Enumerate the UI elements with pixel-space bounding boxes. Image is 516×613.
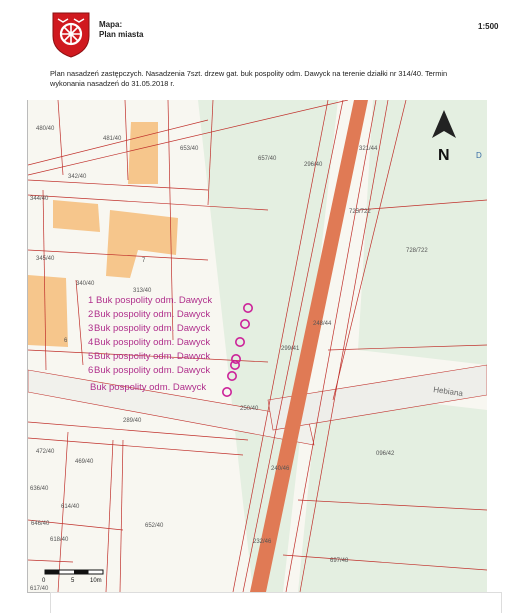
parcel-label: 653/40 xyxy=(180,146,199,152)
street-name: Hebiana xyxy=(432,385,464,399)
tree-number: 3 xyxy=(88,323,94,334)
parcel-label: 646/40 xyxy=(31,521,50,527)
tree-label: Buk pospolity odm. Dawyck xyxy=(94,365,211,376)
parcel-label: 299/41 xyxy=(281,346,300,352)
parcel-label: 636/40 xyxy=(30,486,49,492)
scale-tick: 10m xyxy=(90,578,102,584)
parcel-label: 614/40 xyxy=(61,504,80,510)
parcel-label: 657/40 xyxy=(258,156,277,162)
parcel-label: 481/40 xyxy=(103,136,122,142)
map-title: Mapa: xyxy=(99,20,123,29)
map-canvas[interactable] xyxy=(28,100,487,592)
parcel-label: 340/40 xyxy=(76,281,95,287)
green-area xyxy=(358,100,487,365)
parcel-label: 240/46 xyxy=(271,466,290,472)
tree-number: 5 xyxy=(88,351,94,362)
tree-label: Buk pospolity odm. Dawyck xyxy=(90,382,207,393)
parcel-label: 313/40 xyxy=(133,288,152,294)
coat-of-arms-icon xyxy=(50,10,92,58)
tree-label: Buk pospolity odm. Dawyck xyxy=(94,309,211,320)
parcel-label: 652/40 xyxy=(145,523,164,529)
tree-number: 2 xyxy=(88,309,94,320)
map-view[interactable] xyxy=(27,100,487,593)
tree-label: Buk pospolity odm. Dawyck xyxy=(94,351,211,362)
parcel-label: 697/48 xyxy=(330,558,349,564)
legend-box xyxy=(50,592,502,613)
parcel-label: 232/46 xyxy=(253,539,272,545)
map-label xyxy=(99,20,143,40)
north-label: N xyxy=(438,147,450,164)
north-extra-label: D xyxy=(476,151,482,160)
parcel-label: 296/40 xyxy=(304,162,323,168)
parcel-label: 725/722 xyxy=(349,209,371,215)
scale-label: 1:500 xyxy=(478,22,499,31)
parcel-label: 250/40 xyxy=(240,406,259,412)
map-description: Plan nasadzeń zastępczych. Nasadzenia 7szt. drzew gat. buk pospolity odm. Dawyck na terenie działki nr 314/40. Termin wykonania nasadzeń do 31.05.2018 r. xyxy=(50,69,448,88)
parcel-label: 342/40 xyxy=(68,174,87,180)
parcel-label: 344/40 xyxy=(30,196,49,202)
building xyxy=(53,200,100,232)
tree-number: 6 xyxy=(88,365,94,376)
tree-label: Buk pospolity odm. Dawyck xyxy=(96,295,213,306)
parcel-label: 728/722 xyxy=(406,248,428,254)
tree-label: Buk pospolity odm. Dawyck xyxy=(94,337,211,348)
tree-number: 1 xyxy=(88,295,94,306)
tree-number: 4 xyxy=(88,337,94,348)
parcel-label: 469/40 xyxy=(75,459,94,465)
parcel-label: 345/40 xyxy=(36,256,55,262)
building-label: 7 xyxy=(142,258,146,264)
parcel-label: 472/40 xyxy=(36,449,55,455)
parcel-label: 248/44 xyxy=(313,321,332,327)
parcel-label: 321/44 xyxy=(359,146,378,152)
building-label: 6 xyxy=(64,338,68,344)
building xyxy=(28,275,68,347)
parcel-label: 618/40 xyxy=(50,537,69,543)
parcel-label: 480/40 xyxy=(36,126,55,132)
building xyxy=(128,122,158,184)
scale-tick: 5 xyxy=(71,578,75,584)
parcel-label: 617/40 xyxy=(30,586,49,592)
parcel-label: 096/42 xyxy=(376,451,395,457)
scale-tick: 0 xyxy=(42,578,46,584)
parcel-label: 289/40 xyxy=(123,418,142,424)
map-name: Plan miasta xyxy=(99,30,144,39)
page-header xyxy=(0,0,516,100)
tree-label: Buk pospolity odm. Dawyck xyxy=(94,323,211,334)
